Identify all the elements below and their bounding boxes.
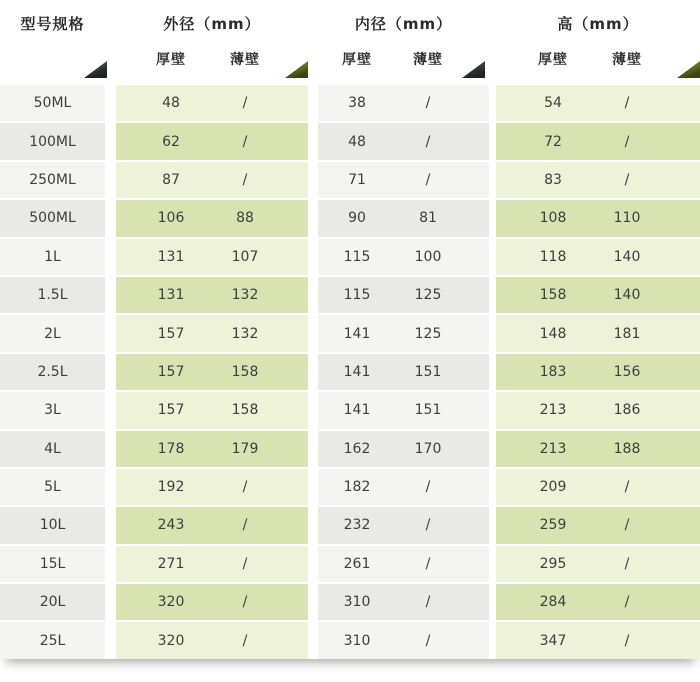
cell-id-thin: 151 [396,354,460,390]
subheader-od-thin-wall: 薄壁 [230,52,260,68]
table-header [0,0,700,85]
group-spacer [264,392,308,428]
column-gutter [308,85,318,121]
column-gutter [105,354,116,390]
cell-id-thick: 141 [318,315,396,351]
cell-od-thick: 178 [116,431,226,467]
column-gutter [105,507,116,543]
table-row [0,315,700,351]
cell-model: 1.5L [0,277,105,313]
column-gutter [489,469,496,505]
column-gutter [489,622,496,658]
cell-id-thick: 310 [318,584,396,620]
group-spacer [264,622,308,658]
group-spacer [264,277,308,313]
group-spacer [264,200,308,236]
cell-id-thin: / [396,85,460,121]
group-spacer [264,507,308,543]
group-spacer [460,507,489,543]
group-spacer [644,354,700,390]
cell-id-thin: 81 [396,200,460,236]
cell-od-thick: 320 [116,584,226,620]
group-spacer [264,315,308,351]
cell-id-thin: 100 [396,239,460,275]
cell-od-thick: 320 [116,622,226,658]
column-gutter [308,123,318,159]
cell-id-thin: / [396,123,460,159]
cell-id-thin: / [396,546,460,582]
group-spacer [644,315,700,351]
cell-model: 250ML [0,162,105,198]
cell-od-thick: 157 [116,392,226,428]
group-spacer [460,392,489,428]
cell-h-thick: 108 [496,200,610,236]
cell-id-thick: 182 [318,469,396,505]
group-spacer [460,85,489,121]
cell-od-thick: 271 [116,546,226,582]
cell-model: 3L [0,392,105,428]
column-gutter [105,315,116,351]
group-spacer [264,431,308,467]
cell-model: 15L [0,546,105,582]
table-row [0,239,700,275]
cell-od-thin: 132 [226,315,264,351]
column-gutter [489,123,496,159]
header-model: 型号规格 [20,14,85,33]
column-gutter [105,584,116,620]
cell-h-thin: 156 [610,354,644,390]
table-row [0,162,700,198]
group-spacer [644,546,700,582]
group-spacer [460,315,489,351]
cell-od-thick: 48 [116,85,226,121]
column-gutter [489,392,496,428]
group-spacer [460,354,489,390]
column-gutter [105,123,116,159]
cell-h-thick: 295 [496,546,610,582]
cell-od-thick: 62 [116,123,226,159]
cell-h-thin: 140 [610,277,644,313]
group-spacer [460,546,489,582]
cell-h-thin: / [610,162,644,198]
cell-h-thin: / [610,469,644,505]
group-spacer [264,123,308,159]
column-gutter [489,239,496,275]
column-gutter [308,315,318,351]
cell-h-thick: 118 [496,239,610,275]
header-group-row [0,0,700,46]
cell-id-thick: 90 [318,200,396,236]
cell-model: 5L [0,469,105,505]
cell-od-thick: 192 [116,469,226,505]
table-row [0,507,700,543]
cell-od-thin: / [226,507,264,543]
group-spacer [644,277,700,313]
cell-h-thin: / [610,622,644,658]
group-spacer [644,392,700,428]
cell-h-thin: 110 [610,200,644,236]
header-height: 高（mm） [557,14,639,33]
cell-id-thick: 48 [318,123,396,159]
group-spacer [644,622,700,658]
subheader-id-thick-wall: 厚壁 [342,52,372,68]
cell-h-thin: / [610,584,644,620]
cell-od-thick: 243 [116,507,226,543]
group-spacer [460,239,489,275]
table-body [0,85,700,659]
group-spacer [264,354,308,390]
cell-od-thin: / [226,123,264,159]
group-spacer [264,239,308,275]
cell-id-thin: / [396,162,460,198]
cell-model: 25L [0,622,105,658]
cell-h-thin: / [610,85,644,121]
group-spacer [644,162,700,198]
column-gutter [489,431,496,467]
group-spacer [644,431,700,467]
cell-od-thick: 157 [116,354,226,390]
cell-od-thin: 158 [226,354,264,390]
subheader-od-thick-wall: 厚壁 [156,52,186,68]
cell-h-thick: 209 [496,469,610,505]
group-spacer [460,277,489,313]
cell-h-thick: 158 [496,277,610,313]
cell-h-thin: 140 [610,239,644,275]
column-gutter [308,200,318,236]
group-spacer [644,123,700,159]
column-gutter [308,546,318,582]
cell-h-thin: / [610,507,644,543]
cell-id-thick: 232 [318,507,396,543]
table-row [0,85,700,121]
cell-od-thin: 158 [226,392,264,428]
cell-od-thin: / [226,469,264,505]
cell-id-thick: 115 [318,277,396,313]
cell-id-thick: 38 [318,85,396,121]
cell-id-thin: / [396,507,460,543]
group-spacer [264,162,308,198]
column-gutter [308,354,318,390]
cell-id-thin: 151 [396,392,460,428]
column-gutter [105,162,116,198]
cell-od-thin: 132 [226,277,264,313]
column-gutter [489,200,496,236]
cell-od-thin: 107 [226,239,264,275]
cell-id-thin: 125 [396,277,460,313]
cell-h-thick: 259 [496,507,610,543]
table-row [0,200,700,236]
cell-id-thick: 261 [318,546,396,582]
table-row [0,123,700,159]
group-spacer [460,622,489,658]
cell-od-thin: / [226,546,264,582]
column-gutter [308,622,318,658]
cell-h-thick: 347 [496,622,610,658]
column-gutter [489,584,496,620]
cell-model: 2.5L [0,354,105,390]
column-gutter [308,277,318,313]
cell-h-thick: 183 [496,354,610,390]
column-gutter [489,354,496,390]
table-row [0,584,700,620]
header-inner-diameter: 内径（mm） [354,14,453,33]
group-spacer [460,584,489,620]
cell-id-thick: 162 [318,431,396,467]
table-row [0,277,700,313]
cell-h-thick: 213 [496,431,610,467]
column-gutter [489,85,496,121]
table-row [0,546,700,582]
cell-id-thick: 310 [318,622,396,658]
group-spacer [264,85,308,121]
cell-id-thick: 71 [318,162,396,198]
cell-model: 100ML [0,123,105,159]
column-gutter [308,507,318,543]
column-gutter [105,431,116,467]
cell-od-thick: 131 [116,277,226,313]
cell-h-thick: 148 [496,315,610,351]
cell-id-thin: 170 [396,431,460,467]
column-gutter [105,546,116,582]
cell-id-thick: 141 [318,392,396,428]
group-spacer [460,431,489,467]
column-gutter [105,239,116,275]
group-spacer [460,123,489,159]
cell-h-thin: 186 [610,392,644,428]
cell-od-thick: 106 [116,200,226,236]
cell-model: 50ML [0,85,105,121]
column-gutter [489,546,496,582]
cell-h-thick: 54 [496,85,610,121]
cell-id-thick: 115 [318,239,396,275]
cell-model: 4L [0,431,105,467]
subheader-h-thin-wall: 薄壁 [612,52,642,68]
group-spacer [460,162,489,198]
cell-model: 1L [0,239,105,275]
column-gutter [308,584,318,620]
group-spacer [644,85,700,121]
cell-h-thick: 83 [496,162,610,198]
cell-od-thin: / [226,85,264,121]
table-row [0,354,700,390]
cell-id-thin: 125 [396,315,460,351]
cell-od-thick: 87 [116,162,226,198]
column-gutter [105,200,116,236]
cell-od-thin: / [226,584,264,620]
column-gutter [105,277,116,313]
cell-h-thin: / [610,546,644,582]
cell-h-thin: / [610,123,644,159]
cell-model: 500ML [0,200,105,236]
header-outer-diameter: 外径（mm） [163,14,261,33]
table-row [0,431,700,467]
table-row [0,392,700,428]
cell-od-thin: 179 [226,431,264,467]
cell-model: 20L [0,584,105,620]
cell-model: 10L [0,507,105,543]
group-spacer [644,239,700,275]
column-gutter [489,162,496,198]
column-gutter [489,507,496,543]
table-row [0,469,700,505]
column-gutter [489,315,496,351]
cell-h-thin: 188 [610,431,644,467]
subheader-id-thin-wall: 薄壁 [413,52,443,68]
column-gutter [308,162,318,198]
column-gutter [489,277,496,313]
column-gutter [105,469,116,505]
column-gutter [308,239,318,275]
group-spacer [644,584,700,620]
cell-model: 2L [0,315,105,351]
group-spacer [644,507,700,543]
column-gutter [105,85,116,121]
group-spacer [264,584,308,620]
group-spacer [460,469,489,505]
cell-od-thin: / [226,162,264,198]
cell-h-thick: 213 [496,392,610,428]
cell-od-thick: 157 [116,315,226,351]
group-spacer [644,469,700,505]
group-spacer [644,200,700,236]
group-spacer [264,469,308,505]
column-gutter [105,392,116,428]
subheader-h-thick-wall: 厚壁 [538,52,568,68]
table-row [0,622,700,658]
cell-od-thick: 131 [116,239,226,275]
cell-h-thick: 72 [496,123,610,159]
column-gutter [308,392,318,428]
cell-id-thick: 141 [318,354,396,390]
column-gutter [308,469,318,505]
column-gutter [105,622,116,658]
cell-od-thin: / [226,622,264,658]
group-spacer [460,200,489,236]
cell-id-thin: / [396,622,460,658]
cell-h-thin: 181 [610,315,644,351]
column-gutter [308,431,318,467]
cell-h-thick: 284 [496,584,610,620]
cell-id-thin: / [396,469,460,505]
cell-od-thin: 88 [226,200,264,236]
cell-id-thin: / [396,584,460,620]
group-spacer [264,546,308,582]
